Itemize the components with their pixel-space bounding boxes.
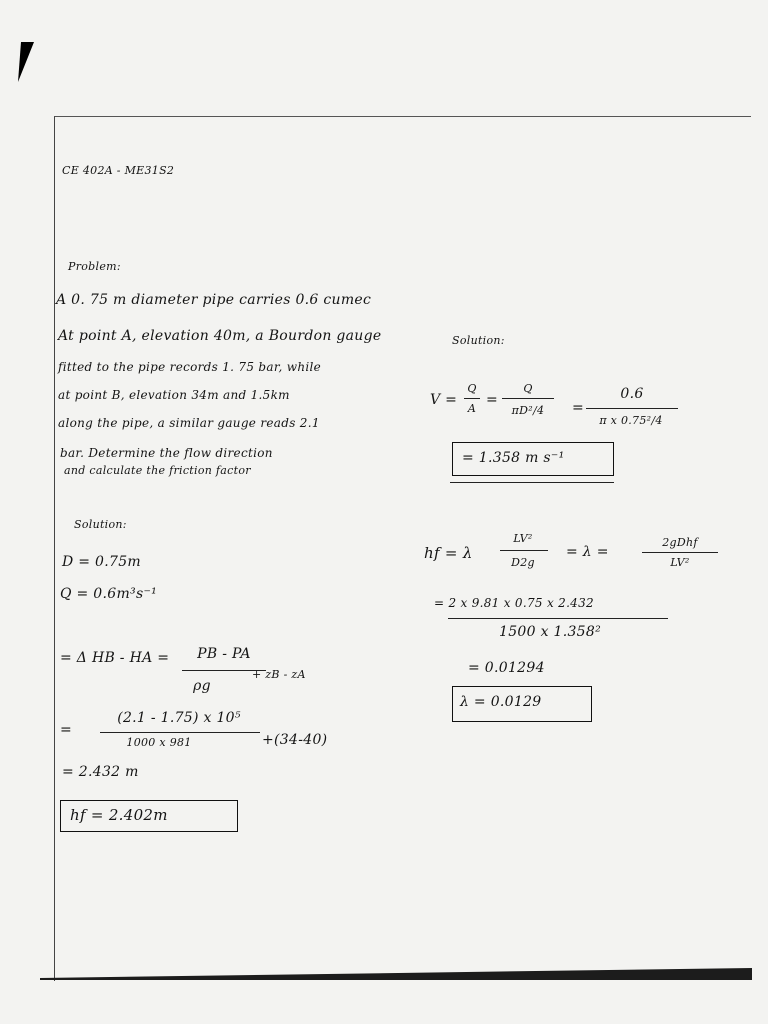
velocity-f3-den: π x 0.75²/4: [599, 414, 663, 427]
fraction-bar: [500, 550, 548, 551]
paper-bottom-edge: [40, 968, 752, 980]
problem-heading: Problem:: [68, 260, 121, 273]
corner-mark: [18, 42, 34, 82]
hf-middle: = λ =: [566, 544, 609, 560]
given-flow: Q = 0.6m³s⁻¹: [60, 586, 158, 602]
velocity-f1-den: A: [467, 402, 477, 415]
eq2-denominator: 1000 x 981: [126, 736, 192, 749]
hf-denominator-2: LV²: [670, 556, 690, 569]
eq2-prefix: =: [60, 722, 73, 738]
fraction-bar: [642, 552, 718, 553]
eq2-numerator: (2.1 - 1.75) x 10⁵: [117, 710, 241, 726]
equals: =: [486, 392, 499, 408]
fraction-bar: [464, 398, 480, 399]
problem-line: along the pipe, a similar gauge reads 2.1: [58, 416, 320, 430]
lambda-answer: λ = 0.0129: [460, 694, 542, 710]
underline: [450, 482, 614, 483]
head-eq-numerator: PB - PA: [197, 646, 251, 662]
solution-heading: Solution:: [452, 334, 505, 347]
solution-heading: Solution:: [74, 518, 127, 531]
velocity-f1-num: Q: [467, 382, 477, 395]
equals: =: [572, 400, 585, 416]
problem-line: at point B, elevation 34m and 1.5km: [58, 388, 290, 402]
head-eq-denominator: ρg: [193, 678, 211, 694]
calc-result: = 0.01294: [468, 660, 545, 676]
fraction-bar: [448, 618, 668, 619]
head-eq-lhs: = Δ HB - HA =: [60, 650, 170, 666]
fraction-bar: [502, 398, 554, 399]
problem-line: A 0. 75 m diameter pipe carries 0.6 cumec: [56, 292, 372, 308]
problem-line: bar. Determine the flow direction: [60, 446, 273, 460]
eq2-elevation: +(34-40): [262, 732, 328, 748]
course-code: CE 402A - ME31S2: [62, 164, 175, 177]
hf-numerator-2: 2gDhf: [662, 536, 698, 549]
given-diameter: D = 0.75m: [62, 554, 142, 570]
hf-numerator: LV²: [513, 532, 533, 545]
problem-line: At point A, elevation 40m, a Bourdon gauge: [58, 328, 382, 344]
eq3-result: = 2.432 m: [62, 764, 139, 780]
fraction-bar: [100, 732, 260, 733]
velocity-label: V =: [430, 392, 458, 408]
problem-line: fitted to the pipe records 1. 75 bar, while: [58, 360, 322, 374]
velocity-f2-num: Q: [523, 382, 533, 395]
fraction-bar: [586, 408, 678, 409]
calc-numerator: = 2 x 9.81 x 0.75 x 2.432: [434, 596, 594, 610]
hf-denominator: D2g: [511, 556, 535, 569]
velocity-f3-num: 0.6: [620, 386, 644, 402]
hf-answer: hf = 2.402m: [70, 806, 168, 824]
velocity-f2-den: πD²/4: [511, 404, 545, 417]
calc-denominator: 1500 x 1.358²: [498, 624, 602, 640]
velocity-answer: = 1.358 m s⁻¹: [462, 450, 565, 466]
problem-line: and calculate the friction factor: [64, 464, 251, 477]
head-eq-elevation: + zB - zA: [252, 668, 306, 681]
hf-label: hf = λ: [424, 544, 473, 562]
